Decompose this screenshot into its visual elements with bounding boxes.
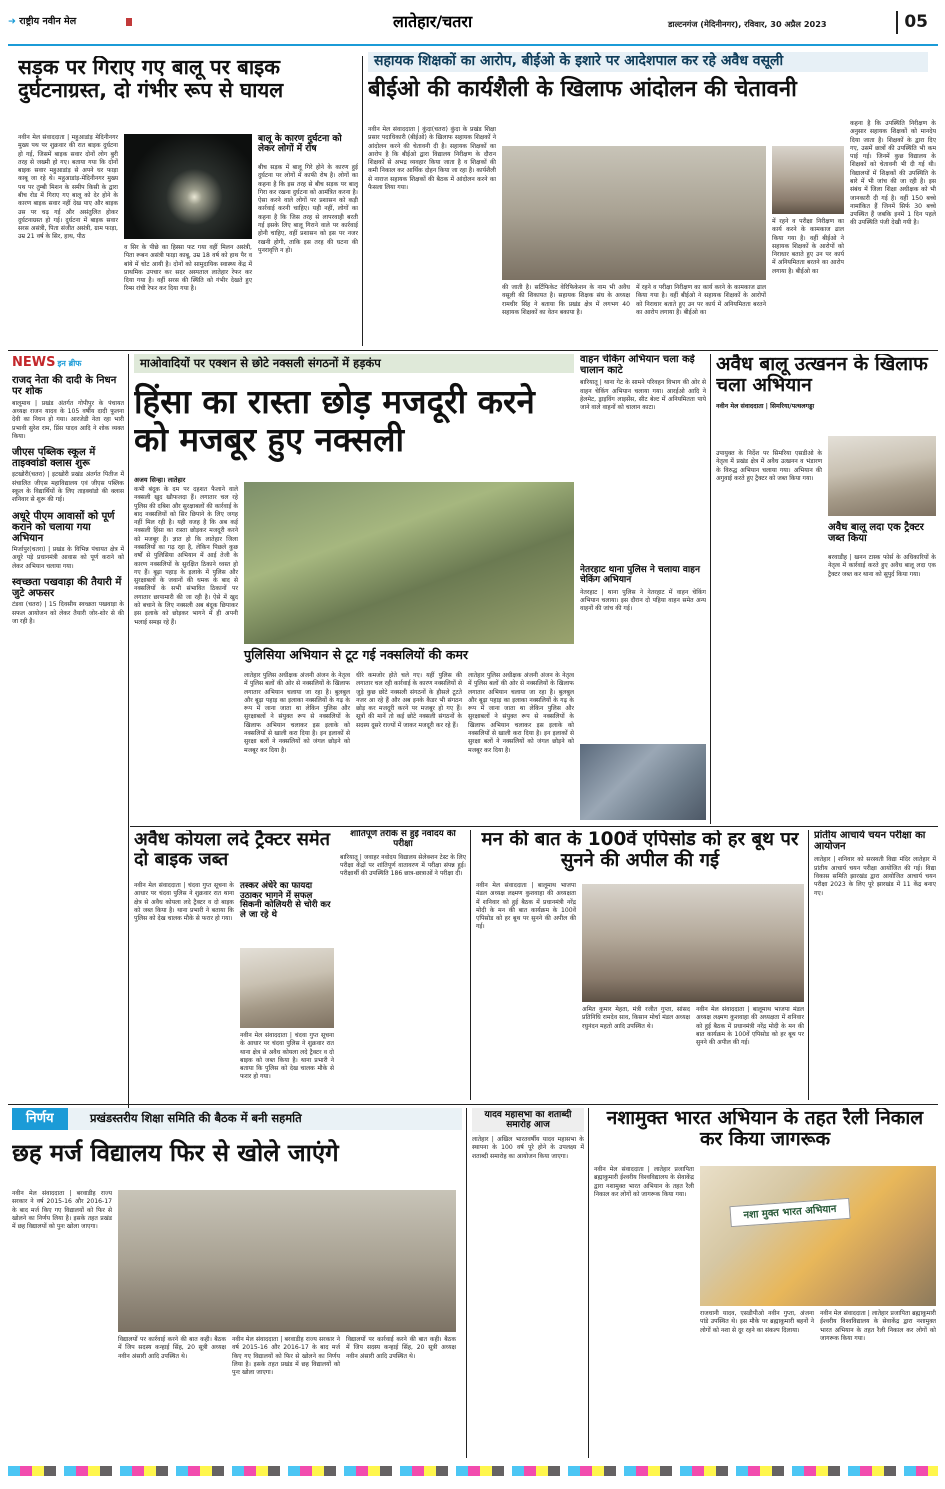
body: बारियातू | थाना गेट के सामने परिवहन विभाग की ओर से वाहन चेकिंग अभियान चलाया गया। आरईओ आदि ने हेलमेट, ड्राइविंग लाइसेंस, सीट बेल्ट में अनियमितता पाये जाने वाले वाहनों को चालान काटा। <box>580 379 706 412</box>
story-naxal <box>134 354 574 824</box>
divider <box>588 1108 589 1458</box>
sand-tractor-photo <box>828 436 936 516</box>
body-col-4: कहना है कि उपस्थिति निरीक्षण के अनुसार सहायक शिक्षकों को मानदेय दिया जाता है। शिक्षकों के द्वारा दिए गए, उसमें छात्रों की उपस्थिति भी कम पाई गई। जिनमें कुछ विद्यालय के शिक्षकों को चेतावनी भी दी गई थी। विद्यालयों में शिक्षकों की उपस्थिति के बारे में भी जांच की जा रही है। इस संबंध में जिला शिक्षा अधीक्षक को भी जानकारी दी गई है। वहीं 150 बच्चे नामांकित हैं जिनमें सिर्फ 30 बच्चे उपस्थित हैं जबकि इनमें 1 दिन पहले की उपस्थिति पंजी देखी गयी है। <box>850 120 936 227</box>
brief-item: स्वच्छता पखवाड़ा की तैयारी में जुटे अफसर टंडवा (चतरा) | 15 दिवसीय स्वच्छता पखवाड़ा के सफल आयोजन को लेकर तैयारी जोर-शोर से की जा रही है। <box>12 576 124 625</box>
body-col-1: कभी बंदूक के दम पर दहशत फैलाने वाले नक्सली खुद खौफजदा हैं। लगातार चल रहे पुलिस की दबिश और सुरक्षाबलों की कार्रवाई के बाद नक्सलियों को सिर छिपाने के लिए जगह नहीं मिल रही है। यही वजह है कि अब कई नक्सली हिंसा का रास्ता छोड़कर मजदूरी करने को मजबूर हैं। ज्ञात हो कि लातेहार जिला नक्सलियों का गढ़ रहा है, लेकिन पिछले कुछ वर्षों से पुलिसिया अभियान में आई तेजी के कारण नक्सलियों के सुरक्षित ठिकाने ध्वस्त हो गए हैं। बूढ़ा पहाड़ के इलाके में पुलिस और सुरक्षाबलों के जवानों की धमक के बाद से नक्सलियों के सभी संभावित ठिकानों पर लगातार छापामारी की जा रही है। ऐसे में खुद को बचाने के लिए नक्सली अब बंदूक छिपाकर इस इलाके को छोड़कर भागने में ही अपनी भलाई समझ रहे हैं। <box>134 486 238 626</box>
coal-tractor-photo <box>240 948 334 1028</box>
color-registration-bar <box>8 1466 938 1476</box>
teachers-meeting-photo <box>502 146 766 280</box>
body: उपायुक्त के निर्देश पर सिमरिया एसडीओ के नेतृत्व में प्रखंड क्षेत्र में अवैध उत्खनन व भंडारण के विरुद्ध अभियान चलाया गया। अभियान की अगुवाई करते हुए ट्रैक्टर को जब्त किया गया। <box>716 450 822 482</box>
byline: नवीन मेल संवाददाता | सिमरिया/पत्थलगड्डा <box>716 402 815 410</box>
body: नवीन मेल संवाददाता | बालूमाथ भाजपा मंडल अध्यक्ष लक्ष्मण कुशवाहा की अध्यक्षता में शनिवार को हुई बैठक में प्रधानमंत्री नरेंद्र मोदी के मन की बात कार्यक्रम के 100वें एपिसोड को हर बूथ पर सुनने की अपील की गई। <box>476 882 576 931</box>
body-col-2: व सिर के पीछे का हिस्सा फट गया वहीं मिलन असंत्री, पिता रूबन असंत्री फाड़ा काबू, उम्र 18 वर्ष को हाथ पैर व बांये में चोट आयी है। दोनों को सामुदायिक स्वास्थ्य केंद्र में प्राथमिक उपचार कर सदर अस्पताल लातेहार रेफर कर दिया गया है। वहीं सरस की स्थिति को गंभीर देखते हुए रिम्स रांची रेफर कर दिया गया है। <box>124 244 252 293</box>
divider <box>128 354 129 1114</box>
headline: छह मर्ज विद्यालय फिर से खोले जाएंगे <box>12 1139 339 1167</box>
rally-photo <box>700 1166 936 1306</box>
story-beo <box>368 52 936 348</box>
headline: प्रांतीय आचार्य चयन परीक्षा का आयोजन <box>814 830 926 853</box>
body: लातेहार | अखिल भारतवर्षीय यादव महासभा के स्थापना के 100 वर्ष पूरे होने के उपलक्ष्य में शताब्दी समारोह का आयोजन किया जाएगा। <box>472 1136 584 1160</box>
naxal-forest-photo <box>244 482 574 644</box>
body-4: विद्यालयों पर कार्रवाई करने की बात कही। बैठक में जिप सदस्य कन्हाई सिंह, 20 सूत्री अध्यक्ष नवीन अंसारी आदि उपस्थित थे। <box>346 1336 456 1360</box>
body-2: विद्यालयों पर कार्रवाई करने की बात कही। बैठक में जिप सदस्य कन्हाई सिंह, 20 सूत्री अध्यक्ष नवीन अंसारी आदि उपस्थित थे। <box>118 1336 226 1360</box>
headline: वाहन चेकिंग अभियान चला कई चालान काटे <box>580 354 695 377</box>
kicker: सहायक शिक्षकों का आरोप, बीईओ के इशारे पर आदेशपाल कर रहे अवैध वसूली <box>368 52 928 72</box>
story-acharya <box>814 830 936 1100</box>
body-col-3: में रहने व परीक्षा निरीक्षण का कार्य करने के कामकाज ढाल किया गया है। वहीं बीईओ ने सहायक शिक्षकों के आरोपों को निराधार बताते हुए उन पर कार्य में अनियमितता बरतने का आरोप लगाया है। बीईओ का <box>636 284 766 316</box>
headline: अवैध कोयला लदे ट्रैक्टर समेत दो बाइक जब्त <box>134 830 330 871</box>
body: नवीन मेल संवाददाता | चंदवा गुप्त सूचना के आधार पर चंदवा पुलिस ने शुक्रवार रात थाना क्षेत्र से अवैध कोयला लदे ट्रैक्टर व दो बाइक को जब्त किया है। थाना प्रभारी ने बताया कि पुलिस को देख चालक मौके से फरार हो गया। <box>134 882 234 923</box>
body: नवीन मेल संवाददाता | बरवाडीह राज्य सरकार ने वर्ष 2015-16 और 2016-17 के बाद मर्ज किए गए विद्यालयों को फिर से खोलने का निर्णय लिया है। इसके तहत प्रखंड में छह विद्यालयों को पुनः खोला जाएगा। <box>12 1190 112 1231</box>
story-coal <box>134 830 334 1100</box>
kicker: प्रखंडस्तरीय शिक्षा समिति की बैठक में बनी सहमति <box>90 1111 302 1125</box>
divider <box>130 826 938 827</box>
headline: नशामुक्त भारत अभियान के तहत रैली निकाल कर किया जागरूक <box>606 1108 924 1151</box>
body-col-3: धीरे कमजोर होते चले गए। यहीं पुलिस की लगातार चल रही कार्रवाई के कारण नक्सलियों से जुड़े कुछ छोटे नक्सली संगठनों के हौसले टूटते नजर आ रहे हैं और अब इनके कैडर भी संगठन छोड़ कर मजदूरी करने पर मजबूर हो गए हैं। सूत्रों की मानें तो कई छोटे नक्सली संगठनों के सदस्य दूसरे राज्यों में जाकर मजदूरी कर रहे हैं। <box>356 672 462 729</box>
story-navodaya <box>340 830 466 1100</box>
story-school-reopen <box>12 1108 462 1458</box>
brief-label: NEWS इन ब्रीफ <box>12 355 82 370</box>
body-2: नेतरहाट | थाना पुलिस ने नेतरहाट में वाहन चेकिंग अभियान चलाया। इस दौरान दो पहिया वाहन समेत अन्य वाहनों की जांच की गई। <box>580 588 706 613</box>
headline: मन की बात के 100वें एपिसोड को हर बूथ पर सुनने की अपील की गई <box>481 830 799 871</box>
story-mann-ki-baat <box>476 830 804 1100</box>
headline: सड़क पर गिराए गए बालू पर बाइक दुर्घटनाग्रस्त, दो गंभीर रूप से घायल <box>18 56 284 102</box>
body-2: बरवाडीह | खनन टास्क फोर्स के अधिकारियों के नेतृत्व में कार्रवाई करते हुए अवैध बालू लदा एक ट्रैक्टर जब्त कर थाना को सुपुर्द किया गया। <box>828 554 936 578</box>
body: बारियातू | जवाहर नवोदय विद्यालय सेलेक्शन टेस्ट के लिए परीक्षा केंद्रों पर शांतिपूर्ण वातावरण में परीक्षा संपन्न हुई। परीक्षार्थी की उपस्थिति 186 छात्र-छात्राओं ने परीक्षा दी। <box>340 853 466 878</box>
story-vehicle-check <box>580 354 706 824</box>
brief-item: जीएस पब्लिक स्कूल में ताइक्वांडो क्लास शुरू इटखोरी(चतरा) | इटखोरी प्रखंड अंतर्गत पितीज में संचालित जीएस महाविद्यालय एवं जीएस पब्लिक स्कूल के विद्यार्थियों के लिए ताइक्वांडो की क्लास शनिवार से शुरू की गई। <box>12 447 124 504</box>
subhead: बालू के कारण दुर्घटना को लेकर लोगों में रोष <box>258 134 342 155</box>
headline-2: नेतरहाट थाना पुलिस ने चलाया वाहन चेकिंग अभियान <box>580 565 700 586</box>
photo-caption: पुलिसिया अभियान से टूट गई नक्सलियों की कमर <box>244 647 469 662</box>
story-nasha-mukt <box>594 1108 936 1458</box>
news-in-brief <box>12 354 124 1114</box>
divider <box>362 56 363 346</box>
brief-item: अधूरे पीएम आवासों को पूर्ण कराने को चलाया गया अभियान मिर्जापुर(चतरा) | प्रखंड के विभिन्न पंचायत क्षेत्र में अधूरे पड़े प्रधानमंत्री आवास को पूर्ण कराने को लेकर अभियान चलाया गया। <box>12 510 124 570</box>
dateline: डाल्टनगंज (मेदिनीनगर), रविवार, 30 अप्रैल 2023 <box>668 19 827 29</box>
accident-photo <box>124 134 252 239</box>
body-2: राजधानी यादव, एसडीपीओ नवीन गुप्ता, अंजना पांडे उपस्थित थे। इस मौके पर ब्रह्माकुमारी बहनों ने लोगों को नशा से दूर रहने का संकल्प दिलाया। <box>700 1310 814 1334</box>
divider <box>466 1108 467 1458</box>
body: नवीन मेल संवाददाता | लातेहार प्रजापिता ब्रह्माकुमारी ईश्वरीय विश्वविद्यालय के सेवाकेंद्र द्वारा नशामुक्त भारत अभियान के तहत रैली निकाल कर लोगों को जागरूक किया गया। <box>594 1166 694 1198</box>
body-col-1: नवीन मेल संवाददाता | कुंदा(चतरा) कुंदा के प्रखंड शिक्षा प्रसार पदाधिकारी (बीईओ) के खिलाफ सहायक शिक्षकों ने आंदोलन करने की चेतावनी दी है। सहायक शिक्षकों का आरोप है कि बीईओ द्वारा विद्यालय निरीक्षण के दौरान शिक्षकों से अभद्र व्यवहार किया जाता है व शिक्षकों की कमी निकाल कर आर्थिक दोहन किया जा रहा है। कार्यशैली से नाराज सहायक शिक्षकों की बैठक में आंदोलन करने का फैसला लिया गया। <box>368 126 496 191</box>
story-sand-mining <box>716 354 936 824</box>
body-3: नवीन मेल संवाददाता | लातेहार प्रजापिता ब्रह्माकुमारी ईश्वरीय विश्वविद्यालय के सेवाकेंद्र द्वारा नशामुक्त भारत अभियान के तहत रैली निकाल कर लोगों को जागरूक किया गया। <box>820 1310 936 1342</box>
headline: अवैध बालू उत्खनन के खिलाफ चला अभियान <box>716 354 928 397</box>
headline: हिंसा का रास्ता छोड़ मजदूरी करने को मजबूर हुए नक्सली <box>134 381 535 459</box>
school-photo <box>772 146 844 214</box>
byline: अजय सिन्हा। लातेहार <box>134 476 186 484</box>
mann-ki-baat-photo <box>582 884 804 1002</box>
tag: निर्णय <box>12 1108 68 1130</box>
masthead <box>8 6 938 44</box>
section-title: लातेहार/चतरा <box>393 12 473 31</box>
brief-item: राजद नेता की दादी के निधन पर शोक बालूमाथ | प्रखंड अंतर्गत गोपीपुर के पंचायत अध्यक्ष राजन यादव के 105 वर्षीय दादी फूलना देवी का निधन हो गया। आरजेडी नेता रहा भारी प्रभावी सुरेश राम, प्रिंस यादव आदि ने शोक व्यक्त किया। <box>12 375 124 440</box>
police-checking-photo <box>580 744 706 820</box>
kicker: माओवादियों पर एक्शन से छोटे नक्सली संगठनों में हड़कंप <box>134 354 574 373</box>
body-2: अमित कुमार मेहता, मंत्री रजीत गुप्ता, सांसद प्रतिनिधि रामदेव साव, किसान मोर्चा मंडल अध्यक्ष रघुनंदन महतो आदि उपस्थित थे। <box>582 1006 690 1030</box>
divider <box>8 1104 938 1105</box>
body-col-1: नवीन मेल संवाददाता | महुआडांड़ मेदिनीनगर मुख्य पथ पर शुक्रवार की रात बाइक दुर्घटना हो गई, जिसमें बाइक सवार दोनों लोग बुरी तरह से जख्मी हो गए। बताया गया कि दोनों बाइक सवार महुआडांड़ से अपने घर फाड़ा काबू जा रहे थे। महुआडांड़-मेदिनीनगर मुख्य पथ पर तुम्बी मिशन के समीप किसी के द्वारा बीच रोड में गिराए गए बालू को देर होने के कारण बाइक सवार नहीं देख पाए और बाइक उस पर चढ़ गई और असंतुलित होकर दुर्घटनाग्रस्त हो गई। दुर्घटना में बाइक सवार सरस असंत्री, पिता संजीत असंत्री, ग्राम फाड़ा, उम्र 21 वर्ष के सिर, हाथ, पीठ <box>18 134 118 241</box>
body-col-2: लातेहार पुलिस अधीक्षक अंजनी अंजन के नेतृत्व में पुलिस बलों की ओर से नक्सलियों के खिलाफ लगातार अभियान चलाया जा रहा है। बुलबुल और बूढ़ा पहाड़ का इलाका नक्सलियों के गढ़ के रूप में जाना जाता था लेकिन पुलिस और सुरक्षाबलों ने संयुक्त रूप से नक्सलियों के खिलाफ अभियान चलाकर इस इलाके को नक्सलियों से खाली करा दिया है। इन इलाकों से सुरक्षा बलों ने नक्सलियों को जंगल छोड़ने को मजबूर कर दिया है। <box>244 672 350 754</box>
body-col-4: लातेहार पुलिस अधीक्षक अंजनी अंजन के नेतृत्व में पुलिस बलों की ओर से नक्सलियों के खिलाफ लगातार अभियान चलाया जा रहा है। बुलबुल और बूढ़ा पहाड़ का इलाका नक्सलियों के गढ़ के रूप में जाना जाता था लेकिन पुलिस और सुरक्षाबलों ने संयुक्त रूप से नक्सलियों के खिलाफ अभियान चलाकर इस इलाके को नक्सलियों से खाली करा दिया है। इन इलाकों से सुरक्षा बलों ने नक्सलियों को जंगल छोड़ने को मजबूर कर दिया है। <box>468 672 574 754</box>
story-yadav <box>472 1108 584 1458</box>
divider <box>8 350 938 351</box>
headline: यादव महासभा का शताब्दी समारोह आज <box>472 1108 584 1132</box>
headline: बीईओ की कार्यशैली के खिलाफ आंदोलन की चेतावनी <box>368 76 797 102</box>
divider <box>808 830 809 1100</box>
paper-logo: ➜ राष्ट्रीय नवीन मेल <box>8 16 77 27</box>
subhead: तस्कर अंधेरे का फायदा उठाकर भागने में सफल सिकनी कोलियरी से चोरी कर ले जा रहे थे <box>240 881 331 920</box>
body-3: नवीन मेल संवाददाता | बालूमाथ भाजपा मंडल अध्यक्ष लक्ष्मण कुशवाहा की अध्यक्षता में शनिवार को हुई बैठक में प्रधानमंत्री नरेंद्र मोदी के मन की बात कार्यक्रम के 100वें एपिसोड को हर बूथ पर सुनने की अपील की गई। <box>696 1006 804 1047</box>
body-col-4b: में रहने व परीक्षा निरीक्षण का कार्य करने के कामकाज ढाल किया गया है। वहीं बीईओ ने सहायक शिक्षकों के आरोपों को निराधार बताते हुए उन पर कार्य में अनियमितता बरतने का आरोप लगाया है। बीईओ का <box>772 218 844 275</box>
bird-icon: ➜ <box>8 16 16 27</box>
masthead-rule <box>8 44 938 46</box>
body-3: नवीन मेल संवाददाता | बरवाडीह राज्य सरकार ने वर्ष 2015-16 और 2016-17 के बाद मर्ज किए गए विद्यालयों को फिर से खोलने का निर्णय लिया है। इसके तहत प्रखंड में छह विद्यालयों को पुनः खोला जाएगा। <box>232 1336 340 1377</box>
subhead: अवैध बालू लदा एक ट्रैक्टर जब्त किया <box>828 522 924 545</box>
body-col-3: बीच सड़क में बालू गिरे होने के कारण हुई दुर्घटना पर लोगों में काफी रोष है। लोगों का कहना है कि इस तरह से बीच सड़क पर बालू गिरा कर रखना दुर्घटना को आमंत्रित करना है। ऐसा करने वाले लोगों पर प्रशासन को कड़ी कार्रवाई करनी चाहिए। यही नहीं, लोगों का कहना है कि जिस तरह से लापरवाही बरती गई इसके लिए बालू गिराने वाले पर कार्रवाई होनी चाहिए, वहीं प्रशासन को इस पर नजर रखनी होगी, ताकि इस तरह की घटना की पुनरावृत्ति न हो। <box>258 164 358 254</box>
story-bike-accident <box>18 56 358 346</box>
divider <box>470 830 471 1100</box>
headline: शांतिपूर्ण तरीके से हुई नवोदय की परीक्षा <box>350 830 456 849</box>
body: लातेहार | शनिवार को सरस्वती विद्या मंदिर लातेहार में प्रांतीय आचार्य चयन परीक्षा आयोजित की गई। विद्या विकास समिति झारखंड द्वारा आयोजित आचार्य चयन परीक्षा 2023 के लिए पूरे झारखंड में 11 केंद्र बनाए गए। <box>814 856 936 897</box>
body-2: नवीन मेल संवाददाता | चंदवा गुप्त सूचना के आधार पर चंदवा पुलिस ने शुक्रवार रात थाना क्षेत्र से अवैध कोयला लदे ट्रैक्टर व दो बाइक को जब्त किया है। थाना प्रभारी ने बताया कि पुलिस को देख चालक मौके से फरार हो गया। <box>240 1032 334 1081</box>
flag-icon <box>126 18 132 26</box>
meeting-photo <box>118 1190 456 1332</box>
rally-banner: नशा मुक्त भारत अभियान <box>729 1198 850 1228</box>
page-number: 05 <box>896 11 928 34</box>
body-col-2: की जाती है। सर्टिफिकेट वेरिफिकेशन के नाम भी अवैध वसूली की शिकायत है। सहायक शिक्षक संघ के अध्यक्ष रामधीर सिंह ने बताया कि प्रखंड क्षेत्र में लगभग 40 सहायक शिक्षकों का वेतन बकाया है। <box>502 284 630 316</box>
divider <box>710 354 711 824</box>
kicker-bar <box>12 1108 462 1130</box>
